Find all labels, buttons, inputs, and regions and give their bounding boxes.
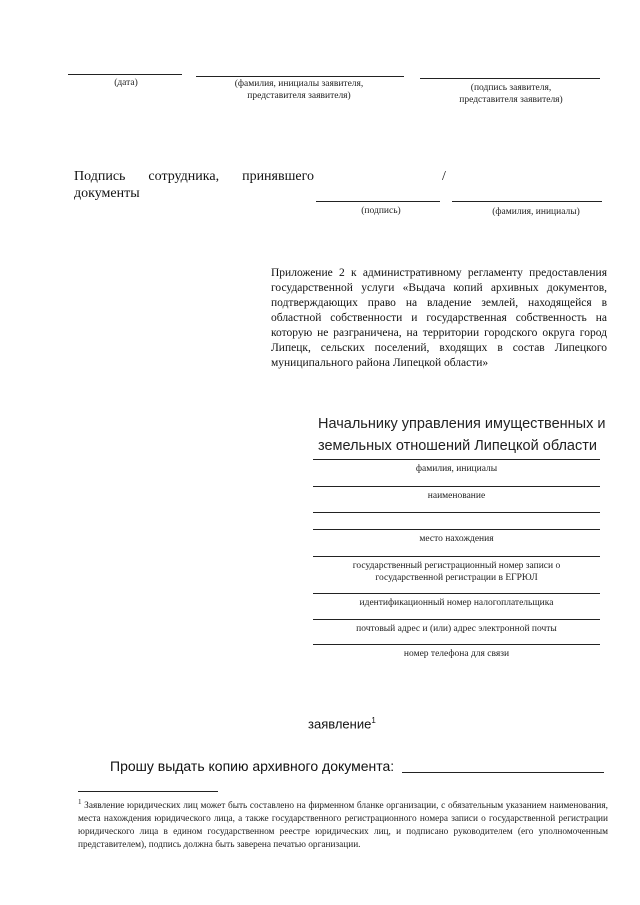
field-phone-caption: номер телефона для связи: [403, 649, 510, 659]
footnote-separator: [78, 791, 218, 792]
request-fill-line: [402, 772, 604, 773]
date-caption: (дата): [114, 78, 138, 88]
applicant-signature-caption: (подпись заявителя, представителя заявителя): [459, 83, 563, 105]
employee-signature-caption: (подпись): [361, 206, 401, 216]
field-phone-line: [313, 644, 600, 645]
employee-signature-line: [316, 201, 440, 202]
field-location-line: [313, 529, 600, 530]
field-address-caption: почтовый адрес и (или) адрес электронной почты: [356, 624, 557, 634]
field-organization-caption: наименование: [427, 491, 486, 501]
applicant-name-caption: (фамилия, инициалы заявителя, представителя заявителя): [234, 79, 364, 101]
employee-name-caption: (фамилия, инициалы): [492, 207, 580, 217]
field-name-caption: фамилия, инициалы: [415, 464, 498, 474]
appendix-text: Приложение 2 к административному регламенту предоставления государственной услуги «Выдача копий архивных документов, подтверждающих право на владение землей, находящейся в областной собственности и государственная собственность на которую не разграничена, на территории городского округа город Липецк, сельских поселений, входящих в состав Липецкого муниципального района Липецкой области»: [271, 267, 607, 369]
field-address-line: [313, 619, 600, 620]
date-line: [68, 74, 182, 75]
field-registration-caption: государственный регистрационный номер записи о государственной регистрации в ЕГРЮЛ: [352, 561, 561, 583]
footnote: [78, 796, 608, 852]
request-text: Прошу выдать копию архивного документа:: [110, 758, 395, 774]
field-taxpayer-caption: идентификационный номер налогоплательщика: [359, 598, 554, 608]
signature-separator: /: [442, 169, 446, 184]
employee-name-line: [452, 201, 602, 202]
title-text: заявление: [308, 716, 372, 732]
field-name-line: [313, 459, 600, 460]
footnote-text: Заявление юридических лиц может быть составлено на фирменном бланке организации, с обязательным указанием наименования, места нахождения юридического лица, а также государственного регистрационного номера записи о государственной регистрации юридического лица в едином государственном реестре юридических лиц, и подписано руководителем (его уполномоченным представителем), подпись должна быть заверена печатью организации.: [78, 801, 608, 851]
document-title: [308, 716, 376, 731]
title-footnote-mark: 1: [371, 716, 376, 725]
field-taxpayer-line: [313, 593, 600, 594]
applicant-signature-line: [420, 78, 600, 79]
footnote-mark: 1: [78, 798, 82, 806]
field-registration-line: [313, 556, 600, 557]
applicant-name-line: [196, 76, 404, 77]
addressee: Начальнику управления имущественных и земельных отношений Липецкой области: [318, 416, 606, 454]
field-organization-line-2: [313, 512, 600, 513]
employee-signature-label: Подпись сотрудника, принявшего документы: [74, 169, 314, 201]
field-location-caption: место нахождения: [419, 534, 494, 544]
field-organization-line: [313, 486, 600, 487]
